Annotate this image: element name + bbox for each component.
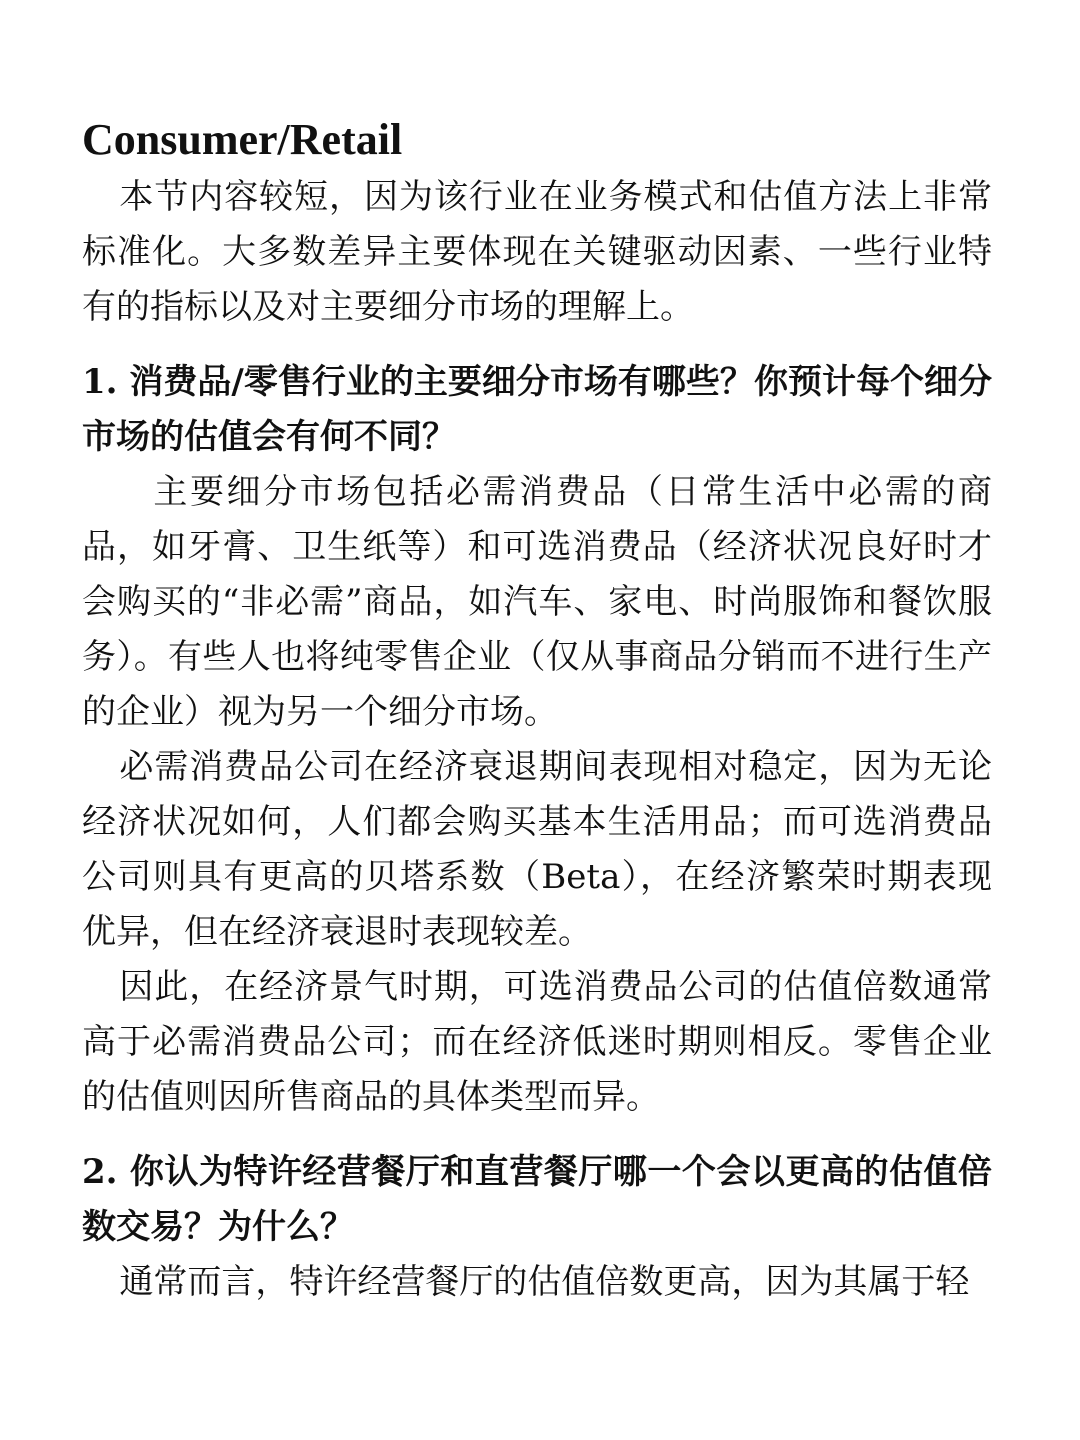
q1-answer-paragraph-2: 必需消费品公司在经济衰退期间表现相对稳定，因为无论经济状况如何，人们都会购买基本生活用品；而可选消费品公司则具有更高的贝塔系数（Beta），在经济繁荣时期表现优异，但在经济衰退时表现较差。	[82, 747, 992, 952]
question-1: 1. 消费品/零售行业的主要细分市场有哪些？你预计每个细分市场的估值会有何不同？	[82, 362, 992, 457]
question-2: 2. 你认为特许经营餐厅和直营餐厅哪一个会以更高的估值倍数交易？为什么？	[82, 1152, 992, 1247]
document-page	[82, 112, 992, 1310]
q1-answer-paragraph-3: 因此，在经济景气时期，可选消费品公司的估值倍数通常高于必需消费品公司；而在经济低迷时期则相反。零售企业的估值则因所售商品的具体类型而异。	[82, 967, 992, 1117]
section-title: Consumer/Retail	[82, 115, 403, 164]
q2-answer-paragraph-1: 通常而言，特许经营餐厅的估值倍数更高，因为其属于轻	[119, 1262, 970, 1302]
intro-paragraph: 本节内容较短，因为该行业在业务模式和估值方法上非常标准化。大多数差异主要体现在关键驱动因素、一些行业特有的指标以及对主要细分市场的理解上。	[82, 177, 992, 327]
q1-answer-paragraph-1: 主要细分市场包括必需消费品（日常生活中必需的商品，如牙膏、卫生纸等）和可选消费品（经济状况良好时才会购买的“非必需”商品，如汽车、家电、时尚服饰和餐饮服务）。有些人也将纯零售企业（仅从事商品分销而不进行生产的企业）视为另一个细分市场。	[82, 472, 992, 732]
